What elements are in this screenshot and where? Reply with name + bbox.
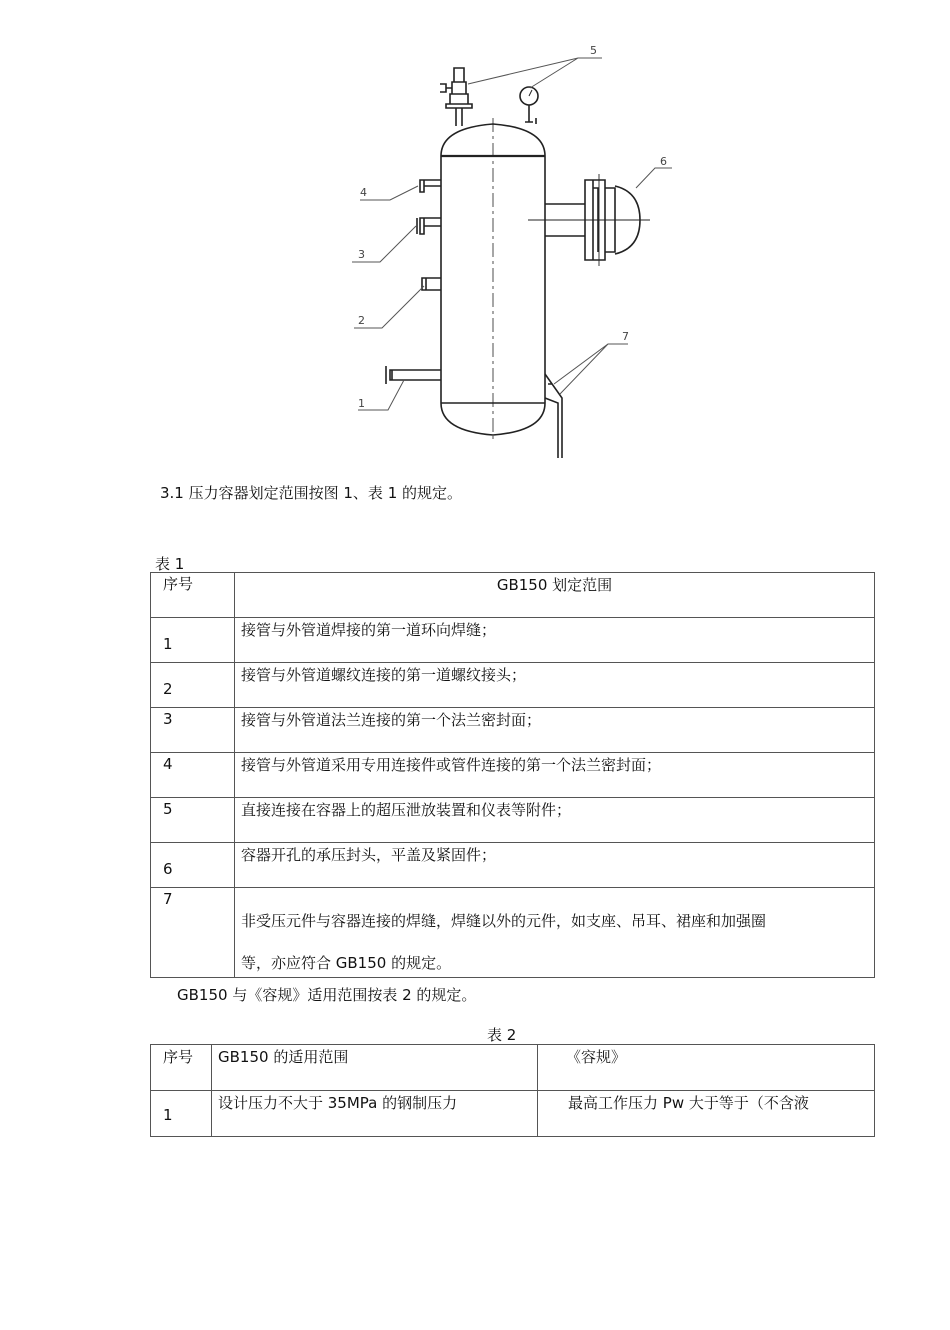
row-no: 7 [151,888,235,978]
nozzle-2 [422,278,441,290]
row-no: 1 [151,618,235,663]
row-text: 接管与外管道焊接的第一道环向焊缝； [235,618,875,663]
pressure-vessel-figure [340,38,685,458]
row-text [235,888,875,978]
paragraph-table2-intro: GB150 与《容规》适用范围按表 2 的规定。 [177,986,477,1004]
row-no: 3 [151,708,235,753]
callout-4: 4 [360,186,367,199]
table2-caption: 表 2 [487,1026,517,1044]
row-text-line2: 等，亦应符合 GB150 的规定。 [241,954,452,972]
table-row [151,663,875,708]
callout-2: 2 [358,314,365,327]
callout-7: 7 [622,330,629,343]
table-row [151,708,875,753]
nozzle-1 [386,366,441,384]
callout-5: 5 [590,44,597,57]
table-row [151,618,875,663]
table-header-row [151,573,875,618]
vessel-drawing [340,38,685,458]
table-1 [150,572,875,978]
row-no: 1 [151,1091,212,1137]
table2-header-no: 序号 [151,1045,212,1091]
table1-header-no: 序号 [151,573,235,618]
callout-6: 6 [660,155,667,168]
callout-3: 3 [358,248,365,261]
row-no: 6 [151,843,235,888]
vessel-support [545,374,562,458]
table2-header-rule: 《容规》 [538,1045,875,1091]
paragraph-3-1: 3.1 压力容器划定范围按图 1、表 1 的规定。 [160,484,463,502]
table2-header-gb150: GB150 的适用范围 [212,1045,538,1091]
table1-caption: 表 1 [155,555,185,573]
row-no: 2 [151,663,235,708]
row-text: 直接连接在容器上的超压泄放装置和仪表等附件； [235,798,875,843]
table-row [151,888,875,978]
safety-valve [440,68,472,126]
nozzle-4 [420,180,441,192]
row-rule-scope: 最高工作压力 Pw 大于等于（不含液 [538,1091,875,1137]
callout-1: 1 [358,397,365,410]
row-text: 接管与外管道采用专用连接件或管件连接的第一个法兰密封面； [235,753,875,798]
table-row [151,753,875,798]
table-row [151,798,875,843]
row-no: 4 [151,753,235,798]
row-text: 接管与外管道螺纹连接的第一道螺纹接头； [235,663,875,708]
nozzle-3 [417,218,441,234]
row-text-line1: 非受压元件与容器连接的焊缝，焊缝以外的元件，如支座、吊耳、裙座和加强圈 [241,912,767,930]
row-text: 容器开孔的承压封头，平盖及紧固件； [235,843,875,888]
table1-header-scope: GB150 划定范围 [235,573,875,618]
table-row [151,843,875,888]
table-row [151,1091,875,1137]
row-text: 接管与外管道法兰连接的第一个法兰密封面； [235,708,875,753]
row-gb150-scope: 设计压力不大于 35MPa 的钢制压力 [212,1091,538,1137]
table-header-row [151,1045,875,1091]
row-no: 5 [151,798,235,843]
table-2 [150,1044,875,1137]
